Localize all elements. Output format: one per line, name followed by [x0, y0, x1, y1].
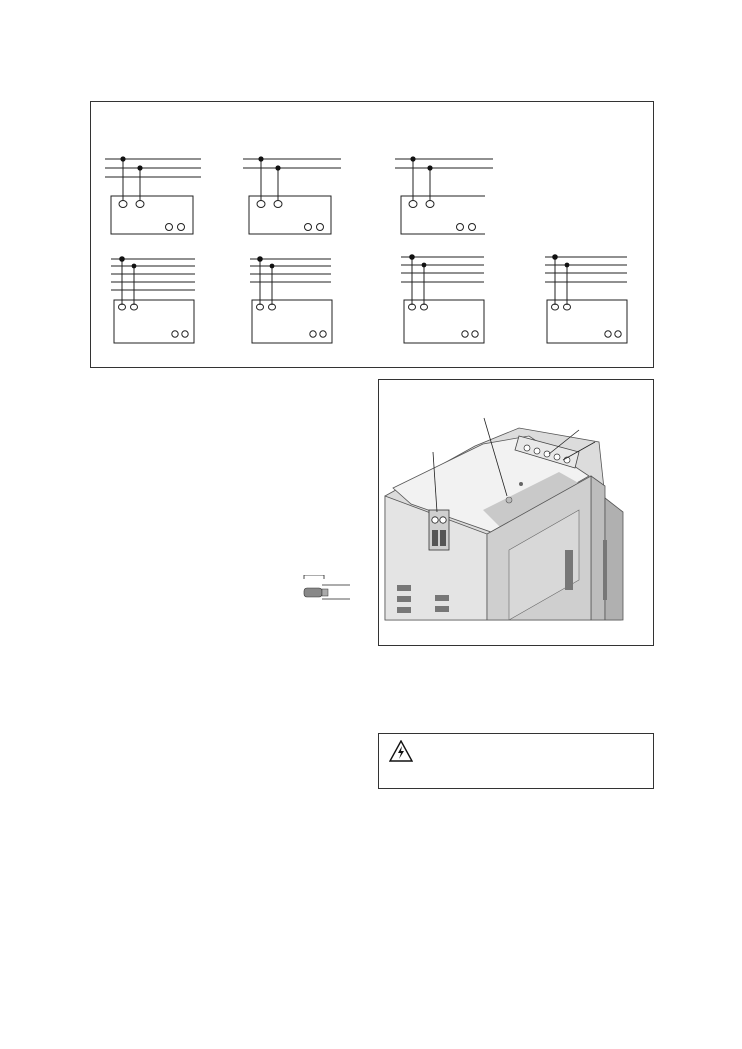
diagram-bottom-2 [250, 259, 332, 343]
network-connection-diagrams [90, 101, 654, 368]
warning-notice [378, 733, 654, 789]
diagram-top-2 [243, 159, 341, 234]
diagram-top-1 [105, 159, 201, 234]
diagram-bottom-1 [111, 259, 195, 343]
wiring-diagrams-svg [91, 102, 653, 367]
device-illustration [378, 379, 654, 646]
diagram-bottom-3 [401, 257, 484, 343]
diagram-top-3 [395, 159, 493, 234]
diagram-bottom-4 [545, 257, 627, 343]
device-housing-drawing [379, 380, 653, 645]
